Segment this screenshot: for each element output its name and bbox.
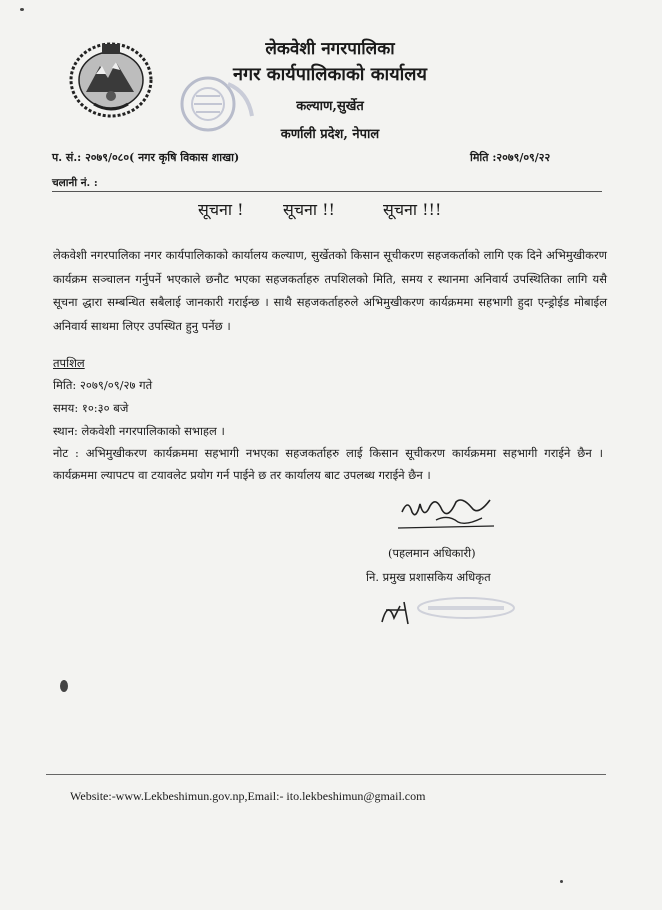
event-time: समय: १०:३० बजे [53,401,129,415]
signer-title: नि. प्रमुख प्रशासकिय अधिकृत [366,570,491,584]
reference-number: प. सं.: २०७९/०८०( नगर कृषि विकास शाखा) [52,151,240,164]
office-location: कल्याण,सुर्खेत [296,99,364,114]
municipality-name: लेकवेशी नगरपालिका [265,39,395,59]
dispatch-number: चलानी नं. : [52,177,98,189]
footer-divider [46,774,606,775]
office-seal-icon [378,594,518,630]
note-paragraph: नोट : अभिमुखीकरण कार्यक्रममा सहभागी नभएका सहजकर्ताहरु लाई किसान सूचीकरण कार्यक्रममा सहभागी गराईने छैन । कार्यक्रममा ल्यापटप वा टयावलेट प्रयोग गर्न पाईने छ तर कार्यालय बाट उपलब्ध गराईने छैन । [53,446,603,482]
footer-contact: Website:-www.Lekbeshimun.gov.np,Email:- ito.lekbeshimun@gmail.com [70,789,426,803]
notice-paragraph: लेकवेशी नगरपालिका नगर कार्यपालिकाको कार्यालय कल्याण, सुर्खेतको किसान सूचीकरण सहजकर्ताको लागि एक दिने अभिमुखीकरण कार्यक्रम सञ्चालन गर्नुपर्ने भएकाले छनौट भएका सहजकर्ताहरु तपशिलको मिति, समय र स्थानमा अनिवार्य उपस्थितिका लागि यसै सूचना द्धारा सम्बन्धित सबैलाई जानकारी गराईन्छ । साथै सहजकर्ताहरुले अभिमुखीकरण कार्यक्रममा सहभागी हुदा एन्ड्रोईड मोबाईल अनिवार्य साथमा लिएर उपस्थित हुनु पर्नेछ । [53,248,607,333]
notice-heading-3: सूचना !!! [383,200,442,219]
header-divider [52,191,602,192]
office-name: नगर कार्यपालिकाको कार्यालय [233,64,427,85]
scan-speck [60,680,68,692]
scan-speck [560,880,563,883]
handwritten-signature [396,490,496,530]
scan-speck [20,8,24,11]
event-venue: स्थान: लेकवेशी नगरपालिकाको सभाहल । [53,424,225,438]
letter-date: मिति :२०७९/०९/२२ [470,151,551,164]
details-heading: तपशिल [53,356,85,370]
province-country: कर्णाली प्रदेश, नेपाल [280,127,380,142]
notice-heading-2: सूचना !! [283,200,335,219]
nepal-emblem-icon [66,36,156,120]
event-date: मिति: २०७९/०९/२७ गते [53,378,153,392]
notice-heading-1: सूचना ! [198,200,244,219]
signer-name: (पहलमान अधिकारी) [388,546,476,560]
